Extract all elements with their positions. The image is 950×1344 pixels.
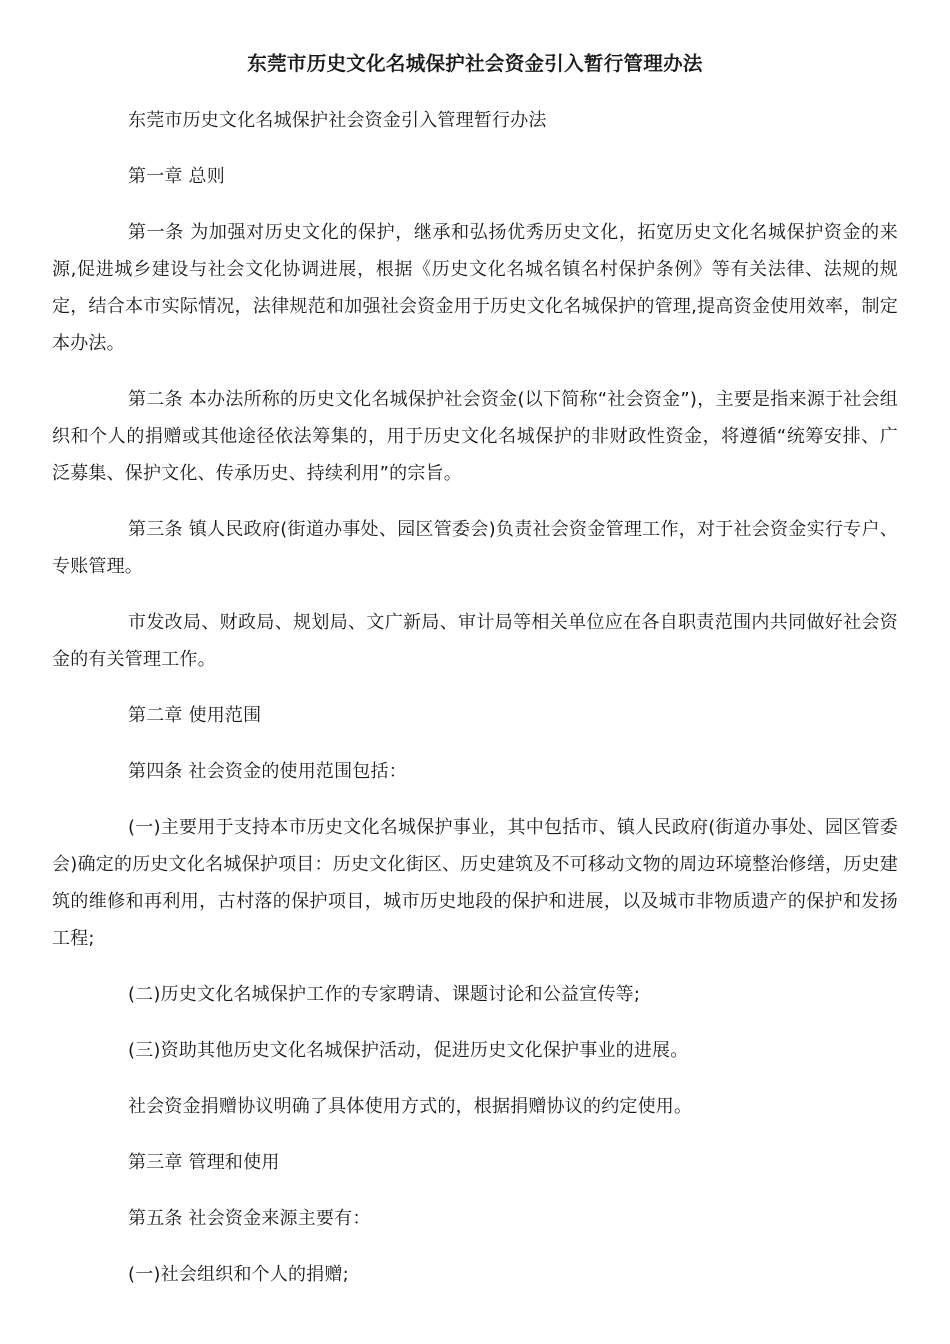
chapter-heading: 第一章 总则 [128,166,225,187]
article-paragraph: 第四条 社会资金的使用范围包括： [128,761,407,782]
document-title: 东莞市历史文化名城保护社会资金引入暂行管理办法 [247,52,703,75]
article-paragraph: 第三条 镇人民政府(街道办事处、园区管委会)负责社会资金管理工作，对于社会资金实行专户、专账管理。 [52,519,898,577]
list-item-paragraph: (一)社会组织和个人的捐赠; [128,1264,349,1285]
article-paragraph: 市发改局、财政局、规划局、文广新局、审计局等相关单位应在各自职责范围内共同做好社会资金的有关管理工作。 [52,612,898,670]
chapter-heading: 第二章 使用范围 [128,705,262,726]
article-paragraph: 第一条 为加强对历史文化的保护，继承和弘扬优秀历史文化，拓宽历史文化名城保护资金的来源,促进城乡建设与社会文化协调进展，根据《历史文化名城名镇名村保护条例》等有关法律、法规的规定，结合本市实际情况，法律规范和加强社会资金用于历史文化名城保护的管理,提高资金使用效率，制定本办法。 [52,222,898,354]
document-page [52,46,898,1312]
list-item-paragraph: (二)历史文化名城保护工作的专家聘请、课题讨论和公益宣传等; [128,984,641,1005]
list-item-paragraph: (一)主要用于支持本市历史文化名城保护事业，其中包括市、镇人民政府(街道办事处、园区管委会)确定的历史文化名城保护项目：历史文化街区、历史建筑及不可移动文物的周边环境整治修缮，历史建筑的维修和再利用，古村落的保护项目，城市历史地段的保护和进展，以及城市非物质遗产的保护和发扬工程; [52,817,898,949]
article-paragraph: 社会资金捐赠协议明确了具体使用方式的，根据捐赠协议的约定使用。 [128,1096,693,1117]
document-subtitle: 东莞市历史文化名城保护社会资金引入管理暂行办法 [128,110,547,131]
list-item-paragraph: (三)资助其他历史文化名城保护活动，促进历史文化保护事业的进展。 [128,1040,689,1061]
article-paragraph: 第二条 本办法所称的历史文化名城保护社会资金(以下简称“社会资金”)，主要是指来源于社会组织和个人的捐赠或其他途径依法筹集的，用于历史文化名城保护的非财政性资金，将遵循“统筹安排、广泛募集、保护文化、传承历史、持续利用”的宗旨。 [52,389,898,484]
article-paragraph: 第五条 社会资金来源主要有： [128,1208,371,1229]
chapter-heading: 第三章 管理和使用 [128,1152,280,1173]
